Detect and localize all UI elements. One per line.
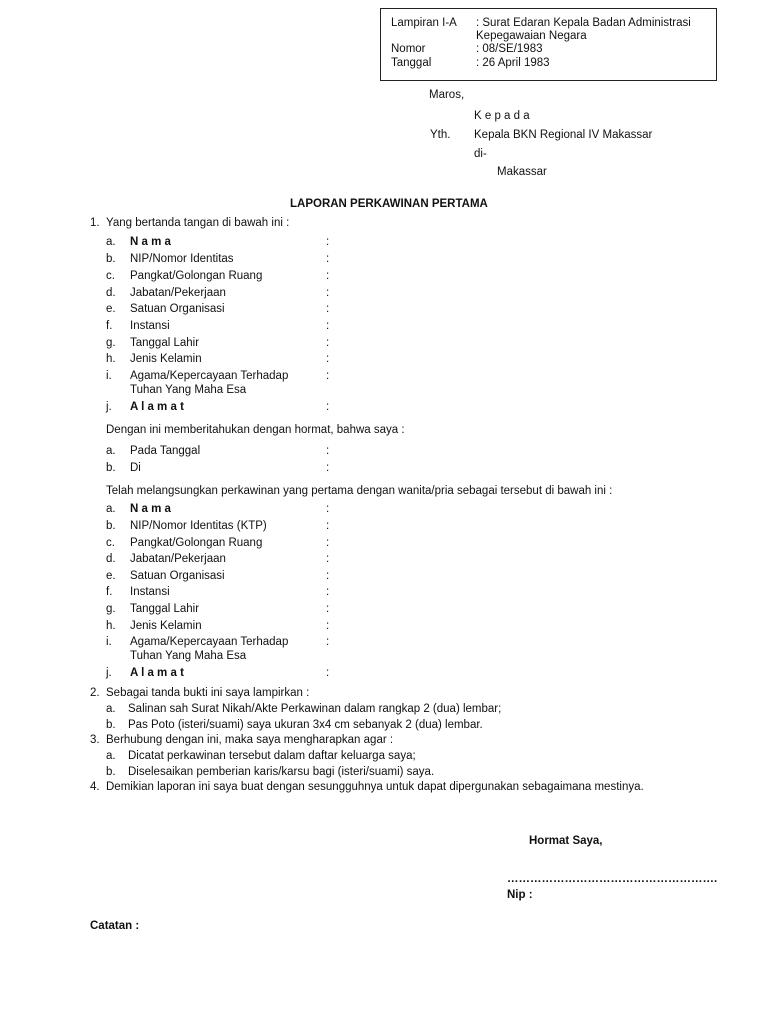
recipient-text: Kepala BKN Regional IV Makassar [474,129,653,141]
field-colon: : [326,303,330,315]
item-letter: b. [106,766,116,778]
field-colon: : [326,370,330,382]
field-letter: d. [106,553,116,565]
reference-box [380,8,717,81]
place-text: Maros, [429,89,465,101]
item-text: Pas Poto (isteri/suami) saya ukuran 3x4 cm sebanyak 2 (dua) lembar. [128,719,483,731]
field-colon: : [326,553,330,565]
item-letter: b. [106,719,116,731]
field-label: Agama/Kepercayaan Terhadap [130,636,289,648]
section1-intro: Yang bertanda tangan di bawah ini : [106,217,290,229]
field-colon: : [326,270,330,282]
field-label: Instansi [130,586,170,598]
yth-text: Yth. [430,129,451,141]
field-label: N a m a [130,503,171,515]
note-label: Catatan : [90,920,140,932]
field-letter: b. [106,462,116,474]
field-label: Tanggal Lahir [130,603,200,615]
spouse-intro-text: Telah melangsungkan perkawinan yang pertama dengan wanita/pria sebagai tersebut di bawah ini : [106,485,613,497]
ref-value-lampiran: : Surat Edaran Kepala Badan Administrasi [476,17,691,29]
field-label-cont: Tuhan Yang Maha Esa [130,650,247,662]
field-label-cont: Tuhan Yang Maha Esa [130,384,247,396]
closing-text: Hormat Saya, [529,835,603,847]
field-label: Satuan Organisasi [130,570,225,582]
di-text: di- [474,148,487,160]
field-label: Pangkat/Golongan Ruang [130,270,263,282]
field-letter: j. [106,667,112,679]
ref-label-lampiran: Lampiran I-A [391,17,457,29]
field-colon: : [326,667,330,679]
field-colon: : [326,445,330,457]
field-letter: g. [106,337,116,349]
field-letter: g. [106,603,116,615]
field-label: Tanggal Lahir [130,337,200,349]
field-label: Jabatan/Pekerjaan [130,553,226,565]
ref-value-tanggal: : 26 April 1983 [476,57,550,69]
field-letter: h. [106,353,116,365]
field-colon: : [326,620,330,632]
field-label: NIP/Nomor Identitas (KTP) [130,520,267,532]
field-colon: : [326,570,330,582]
field-letter: b. [106,253,116,265]
section3-text: Berhubung dengan ini, maka saya mengharapkan agar : [106,734,394,746]
field-label: Agama/Kepercayaan Terhadap [130,370,289,382]
field-letter: h. [106,620,116,632]
item-text: Dicatat perkawinan tersebut dalam daftar keluarga saya; [128,750,416,762]
field-label: NIP/Nomor Identitas [130,253,234,265]
field-letter: a. [106,445,116,457]
signature-line: ………………………………………………. [507,873,718,885]
item-text: Salinan sah Surat Nikah/Akte Perkawinan dalam rangkap 2 (dua) lembar; [128,703,502,715]
field-letter: f. [106,586,113,598]
field-letter: d. [106,287,116,299]
field-letter: c. [106,270,115,282]
field-label: N a m a [130,236,171,248]
field-colon: : [326,353,330,365]
field-colon: : [326,586,330,598]
section3-number: 3. [90,734,100,746]
field-letter: j. [106,401,112,413]
field-letter: f. [106,320,113,332]
notice-text: Dengan ini memberitahukan dengan hormat, bahwa saya : [106,424,405,436]
field-colon: : [326,636,330,648]
field-colon: : [326,236,330,248]
field-letter: i. [106,636,112,648]
field-letter: b. [106,520,116,532]
field-label: Jenis Kelamin [130,620,202,632]
field-label: A l a m a t [130,401,184,413]
field-letter: e. [106,570,116,582]
field-letter: i. [106,370,112,382]
field-colon: : [326,503,330,515]
item-letter: a. [106,703,116,715]
field-label: Satuan Organisasi [130,303,225,315]
field-colon: : [326,603,330,615]
field-letter: a. [106,503,116,515]
field-label: Jenis Kelamin [130,353,202,365]
ref-value-lampiran-cont: Kepegawaian Negara [476,30,587,42]
section2-text: Sebagai tanda bukti ini saya lampirkan : [106,687,310,699]
field-colon: : [326,253,330,265]
field-colon: : [326,520,330,532]
city-text: Makassar [497,166,547,178]
field-label: A l a m a t [130,667,184,679]
field-letter: e. [106,303,116,315]
field-colon: : [326,537,330,549]
ref-label-nomor: Nomor [391,43,426,55]
section1-number: 1. [90,217,100,229]
ref-label-tanggal: Tanggal [391,57,432,69]
field-colon: : [326,462,330,474]
document-title: LAPORAN PERKAWINAN PERTAMA [290,198,488,210]
field-label: Pangkat/Golongan Ruang [130,537,263,549]
section4-text: Demikian laporan ini saya buat dengan sesungguhnya untuk dapat dipergunakan sebagaimana mestinya. [106,781,644,793]
field-label: Jabatan/Pekerjaan [130,287,226,299]
field-colon: : [326,287,330,299]
field-colon: : [326,320,330,332]
field-label: Di [130,462,141,474]
ref-value-nomor: : 08/SE/1983 [476,43,543,55]
item-letter: a. [106,750,116,762]
kepada-text: K e p a d a [474,110,530,122]
field-label: Pada Tanggal [130,445,201,457]
field-letter: c. [106,537,115,549]
section2-number: 2. [90,687,100,699]
nip-label: Nip : [507,889,533,901]
field-colon: : [326,401,330,413]
field-colon: : [326,337,330,349]
field-letter: a. [106,236,116,248]
item-text: Diselesaikan pemberian karis/karsu bagi (isteri/suami) saya. [128,766,435,778]
section4-number: 4. [90,781,100,793]
field-label: Instansi [130,320,170,332]
